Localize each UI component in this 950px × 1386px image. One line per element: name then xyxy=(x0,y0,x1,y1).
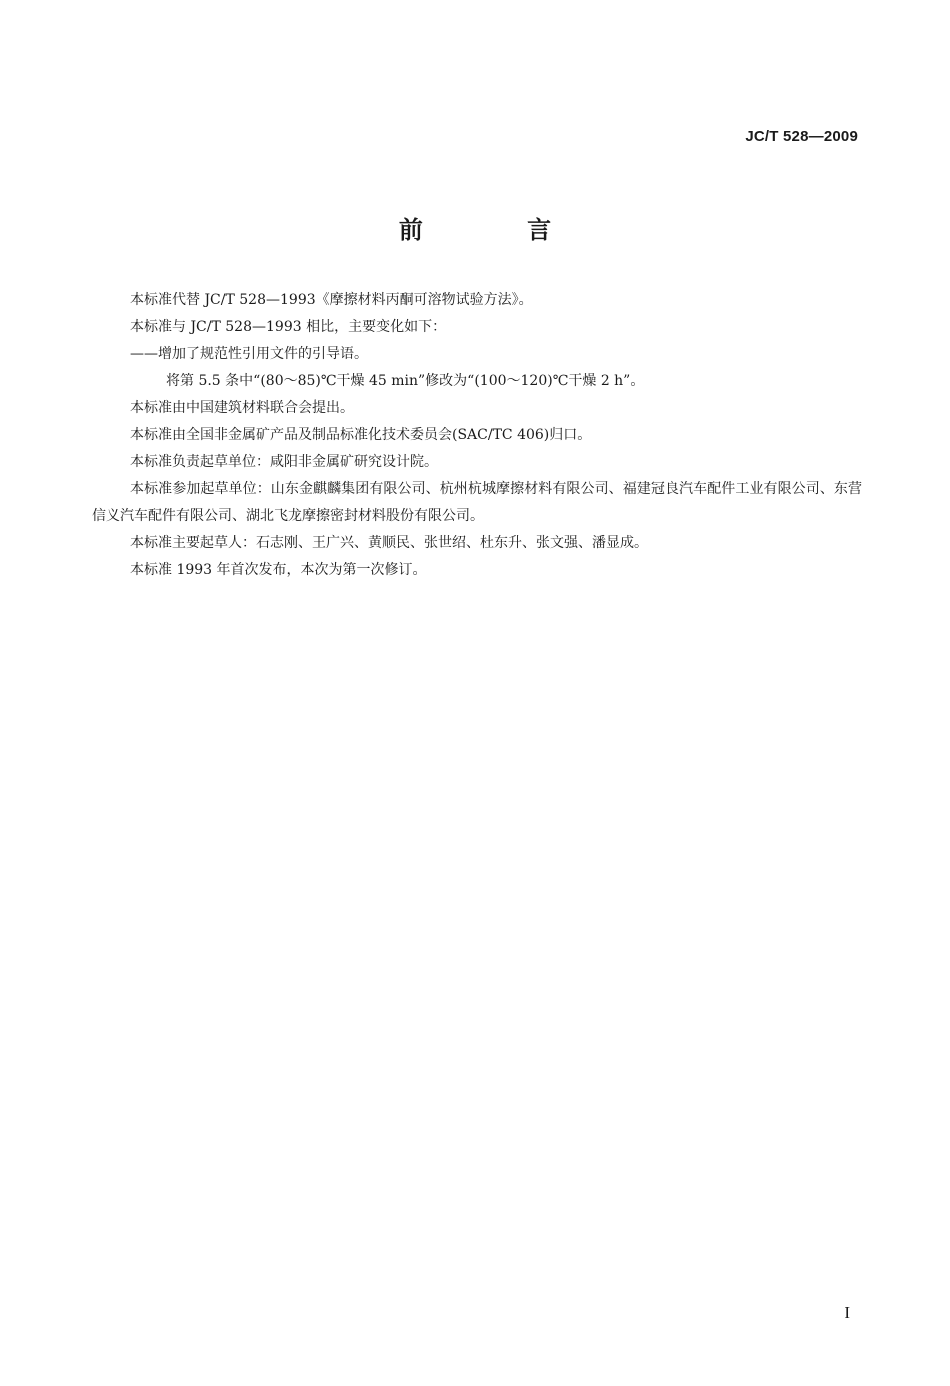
page-title: 前 言 xyxy=(398,216,600,244)
page-number: I xyxy=(844,1303,850,1322)
foreword-body xyxy=(92,287,862,584)
paragraph-changes-intro: 本标准与 JC/T 528—1993 相比，主要变化如下： xyxy=(130,319,447,335)
paragraph-proposed-by: 本标准由中国建筑材料联合会提出。 xyxy=(130,400,354,416)
paragraph-replaces: 本标准代替 JC/T 528—1993《摩擦材料丙酮可溶物试验方法》。 xyxy=(130,292,533,308)
paragraph-managed-by: 本标准由全国非金属矿产品及制品标准化技术委员会(SAC/TC 406)归口。 xyxy=(130,427,592,443)
paragraph-drafting-unit: 本标准负责起草单位：咸阳非金属矿研究设计院。 xyxy=(130,454,438,470)
paragraph-drafters: 本标准主要起草人：石志刚、王广兴、黄顺民、张世绍、杜东升、张文强、潘显成。 xyxy=(130,535,648,551)
paragraph-change-item-1: ——增加了规范性引用文件的引导语。 xyxy=(130,346,368,362)
paragraph-participating-units: 本标准参加起草单位：山东金麒麟集团有限公司、杭州杭城摩擦材料有限公司、福建冠良汽车配件工业有限公司、东营信义汽车配件有限公司、湖北飞龙摩擦密封材料股份有限公司。 xyxy=(92,481,862,524)
standard-code: JC/T 528—2009 xyxy=(745,128,858,145)
paragraph-change-item-2: 将第 5.5 条中“(80～85)℃干燥 45 min”修改为“(100～120)℃干燥 2 h”。 xyxy=(166,373,645,389)
paragraph-release-history: 本标准 1993 年首次发布，本次为第一次修订。 xyxy=(130,562,427,578)
